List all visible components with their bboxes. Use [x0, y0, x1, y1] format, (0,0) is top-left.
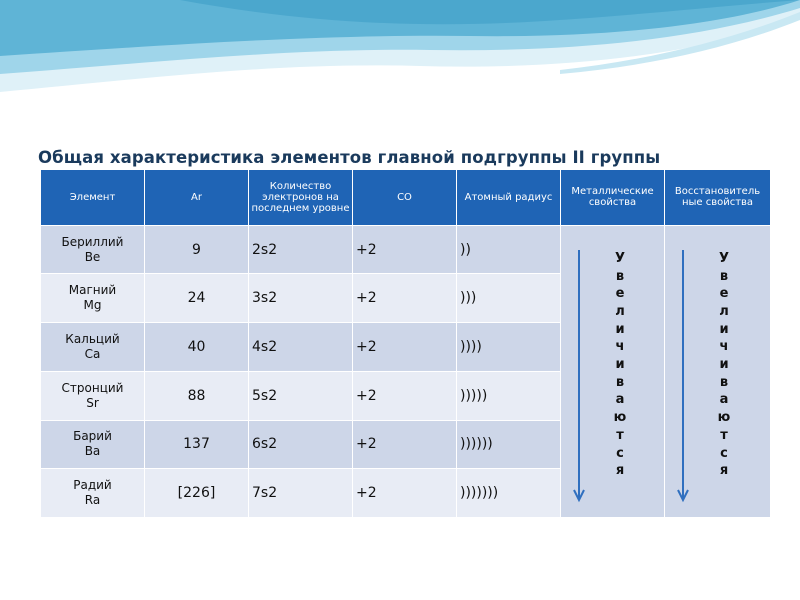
- co-cell: +2: [353, 274, 457, 323]
- reducing-trend-text: У в е л и ч и в а ю т с я: [717, 250, 731, 479]
- header-electrons: Количество электронов на последнем уровне: [249, 170, 353, 226]
- electrons-cell: 6s2: [249, 420, 353, 469]
- radius-cell: )))): [457, 323, 561, 372]
- radius-cell: )): [457, 225, 561, 274]
- co-cell: +2: [353, 371, 457, 420]
- ar-cell: 40: [145, 323, 249, 372]
- header-radius: Атомный радиус: [457, 170, 561, 226]
- electrons-cell: 3s2: [249, 274, 353, 323]
- co-cell: +2: [353, 225, 457, 274]
- header-reducing: Восстановитель ные свойства: [665, 170, 771, 226]
- ar-cell: 24: [145, 274, 249, 323]
- radius-cell: )))))): [457, 420, 561, 469]
- radius-cell: ))): [457, 274, 561, 323]
- element-cell: Радий Ra: [41, 469, 145, 518]
- co-cell: +2: [353, 420, 457, 469]
- radius-cell: ))))): [457, 371, 561, 420]
- down-arrow-icon: [673, 248, 693, 504]
- electrons-cell: 4s2: [249, 323, 353, 372]
- co-cell: +2: [353, 469, 457, 518]
- header-ar: Ar: [145, 170, 249, 226]
- header-co: СО: [353, 170, 457, 226]
- electrons-cell: 2s2: [249, 225, 353, 274]
- co-cell: +2: [353, 323, 457, 372]
- reducing-trend-cell: [665, 225, 771, 517]
- metallic-trend-cell: [561, 225, 665, 517]
- decorative-wave-banner: [0, 0, 800, 95]
- ar-cell: 137: [145, 420, 249, 469]
- elements-table-frame: [40, 169, 770, 518]
- element-cell: Барий Ba: [41, 420, 145, 469]
- element-cell: Стронций Sr: [41, 371, 145, 420]
- ar-cell: 88: [145, 371, 249, 420]
- ar-cell: 9: [145, 225, 249, 274]
- page-title: Общая характеристика элементов главной подгруппы II группы: [38, 148, 661, 167]
- electrons-cell: 5s2: [249, 371, 353, 420]
- element-cell: Кальций Ca: [41, 323, 145, 372]
- header-element: Элемент: [41, 170, 145, 226]
- element-cell: Бериллий Be: [41, 225, 145, 274]
- ar-cell: [226]: [145, 469, 249, 518]
- elements-table: [40, 169, 771, 518]
- down-arrow-icon: [569, 248, 589, 504]
- radius-cell: ))))))): [457, 469, 561, 518]
- element-cell: Магний Mg: [41, 274, 145, 323]
- electrons-cell: 7s2: [249, 469, 353, 518]
- table-row: [41, 225, 771, 274]
- metallic-trend-text: У в е л и ч и в а ю т с я: [613, 250, 627, 479]
- header-metallic: Металлические свойства: [561, 170, 665, 226]
- table-header-row: [41, 170, 771, 226]
